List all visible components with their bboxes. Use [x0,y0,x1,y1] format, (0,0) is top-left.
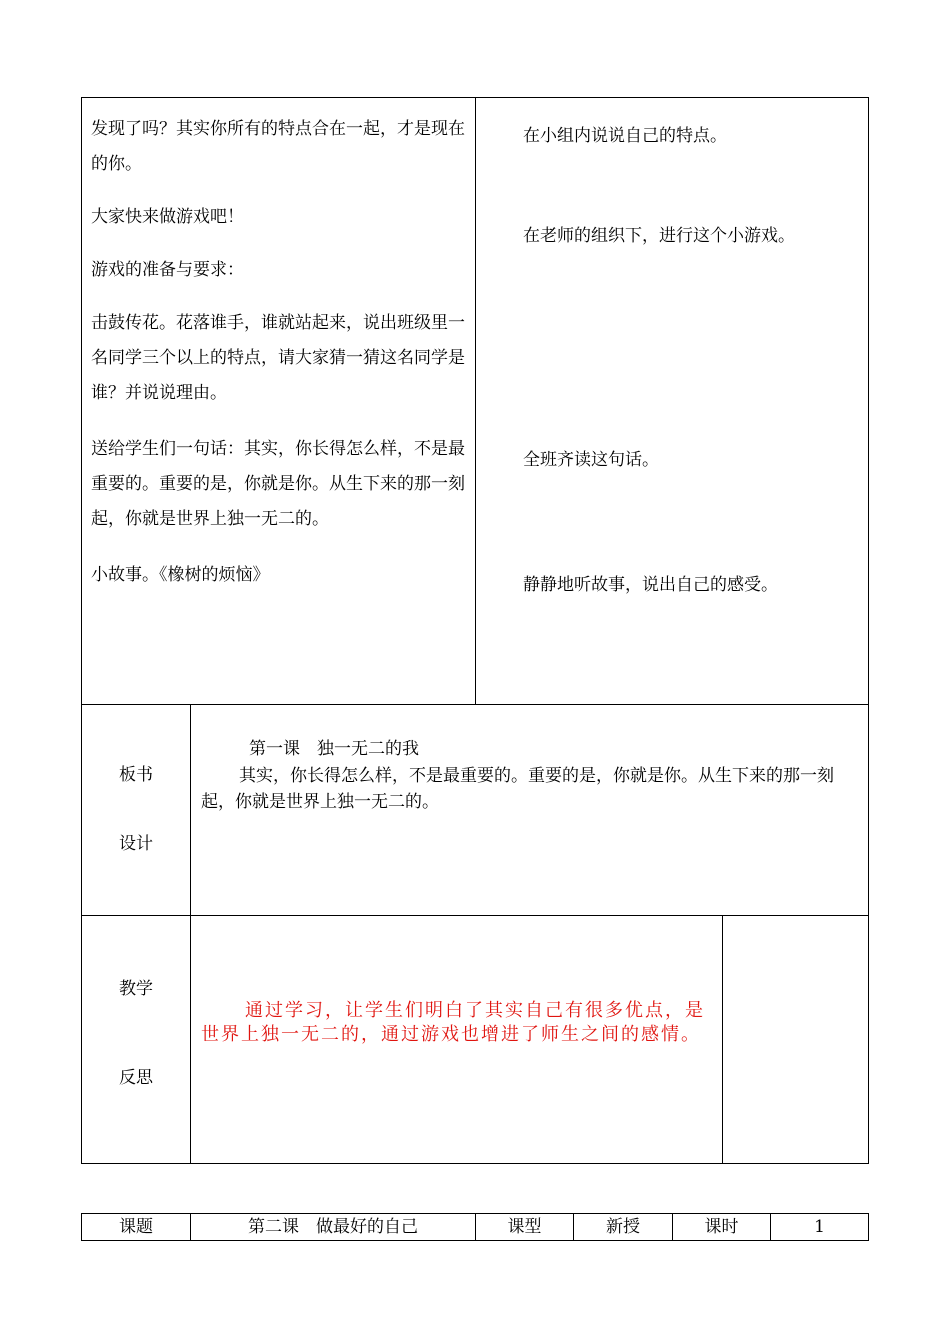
teacher-paragraph-4: 击鼓传花。花落谁手，谁就站起来，说出班级里一名同学三个以上的特点，请大家猜一猜这名同学是谁？并说说理由。 [91,313,465,403]
lesson-row-border-6 [868,1213,869,1241]
student-activity-4: 静静地听故事，说出自己的感受。 [523,575,778,595]
process-column-divider [475,97,476,705]
lesson-topic-value: 第二课 做最好的自己 [248,1217,418,1237]
reflection-right-divider [722,915,723,1164]
teacher-paragraph-6: 小故事。《橡树的烦恼》 [91,565,270,585]
label-column-divider [190,704,191,1164]
reflection-text: 通过学习，让学生们明白了其实自己有很多优点，是世界上独一无二的，通过游戏也增进了师生之间的感情。 [201,1000,705,1045]
board-title: 第一课 独一无二的我 [249,739,419,759]
lesson-type-label: 课型 [507,1217,542,1237]
board-label-line-1: 板书 [119,765,153,785]
lesson-hours-label: 课时 [704,1217,739,1237]
lesson-hours-value: 1 [814,1217,825,1237]
teacher-paragraph-1: 发现了吗？其实你所有的特点合在一起，才是现在的你。 [91,119,465,174]
teacher-paragraph-5: 送给学生们一句话：其实，你长得怎么样，不是最重要的。重要的是，你就是你。从生下来的那一刻起，你就是世界上独一无二的。 [91,439,465,529]
teacher-paragraph-2: 大家快来做游戏吧！ [91,207,244,227]
board-label-line-2: 设计 [119,834,153,854]
student-activity-3: 全班齐读这句话。 [523,450,659,470]
student-activity-2: 在老师的组织下，进行这个小游戏。 [523,226,795,246]
teacher-paragraph-3: 游戏的准备与要求： [91,260,244,280]
reflection-label-line-1: 教学 [119,979,153,999]
student-activity-1: 在小组内说说自己的特点。 [523,126,727,146]
table-row-divider-2 [81,915,869,916]
lesson-topic-label: 课题 [119,1217,153,1237]
board-body: 其实，你长得怎么样，不是最重要的。重要的是，你就是你。从生下来的那一刻起，你就是世界上独一无二的。 [201,766,834,812]
table-left-border [81,97,82,1164]
reflection-label-line-2: 反思 [119,1068,153,1088]
lesson-type-value: 新授 [606,1217,640,1237]
table-right-border [868,97,869,1164]
table-bottom-border [81,1163,869,1164]
